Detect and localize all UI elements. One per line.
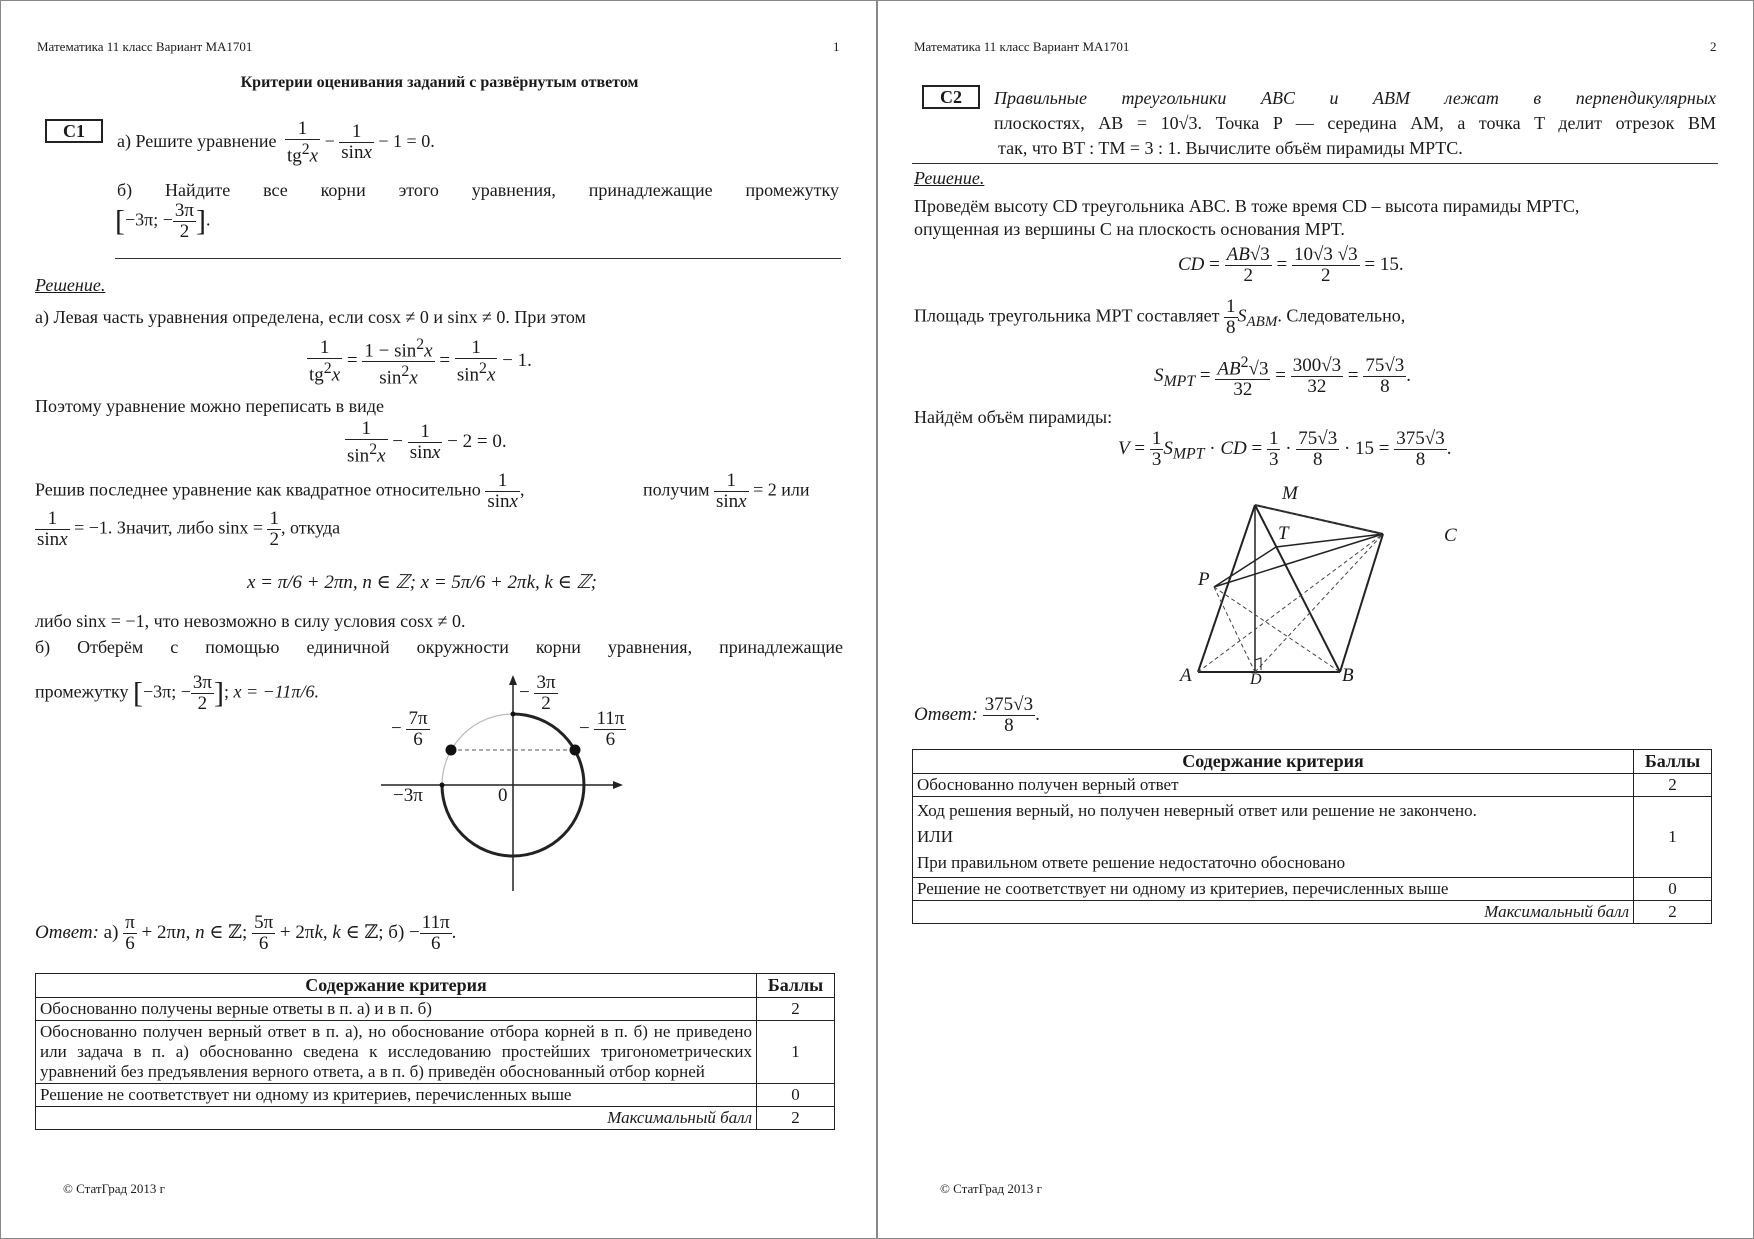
solution-line-3-hence: . Следовательно, (1277, 305, 1406, 326)
point-3pi (440, 783, 445, 788)
task-divider (115, 258, 841, 259)
task-b-interval: [−3π; − $\frac{3\pi}{2}$ ]. (115, 200, 211, 242)
table-cell: Максимальный балл (913, 901, 1634, 924)
task-divider (912, 163, 1718, 164)
table-cell: Обоснованно получен верный ответ в п. а), но обоснование отбора корней в п. б) не приведено или задача в п. а) обоснованно сведена к исследованию простейших тригонометрических уравнений без предъявления верного ответа, а в п. б) приведён обоснованный отбор корней (36, 1021, 757, 1084)
table-cell: 1 (1634, 797, 1712, 878)
table-row (36, 1021, 835, 1084)
page-header: Математика 11 класс Вариант МА1701 (914, 39, 1130, 54)
table-cell: 0 (1634, 878, 1712, 901)
table-cell: 2 (757, 1107, 835, 1130)
solution-line-3: Площадь треугольника MPT составляет $\frac{1}{8}$ $S_{ABM}$. Следовательно, (914, 296, 1406, 338)
solution-title: Решение. (914, 168, 985, 188)
equation-identity: $\frac{1}{tg^2x}$ = $\frac{1 - \sin^2x}{\sin^2x}$ = $\frac{1}{\sin^2x}$ − 1. (309, 336, 532, 389)
pyramid-diagram (1178, 489, 1418, 689)
solution-line-3-text: Решив последнее уравнение как квадратное относительно (35, 479, 481, 500)
label-c: C (1444, 525, 1457, 546)
roots-formula: x = π/6 + 2πn, n ∈ ℤ; x = 5π/6 + 2πk, k ∈ ℤ; (247, 572, 597, 593)
task-c2-line-3: так, что BT : TM = 3 : 1. Вычислите объём пирамиды MPTC. (998, 138, 1463, 158)
page-number: 2 (1710, 39, 1717, 54)
table-cell: Обоснованно получены верные ответы в п. а) и в п. б) (36, 998, 757, 1021)
label-b: B (1342, 665, 1354, 686)
row-text-2: При правильном ответе решение недостаточно обосновано (917, 853, 1346, 872)
fraction-1-sinx: $\frac{1}{\sin x}$ (341, 121, 372, 164)
edge-mb (1255, 505, 1340, 672)
table-cell (913, 797, 1634, 878)
equation-s: $S_{MPT}$ = $\frac{AB^2√3}{32}$ = $\frac{300√3}{32}$ = $\frac{75√3}{8}$ . (1154, 354, 1412, 401)
fraction-3pi-2: $\frac{3\pi}{2}$ (174, 200, 194, 242)
task-a-prefix: а) Решите уравнение (117, 130, 277, 151)
solution-line-2: опущенная из вершины C на плоскость основания MPT. (914, 219, 1345, 239)
page-title: Критерии оценивания заданий с развёрнутым ответом (240, 74, 639, 91)
right-page (877, 0, 1754, 1239)
edge-bc (1340, 534, 1383, 672)
solution-line-4: Найдём объём пирамиды: (914, 407, 1113, 427)
label-a: A (1180, 665, 1192, 686)
row-text-or: ИЛИ (917, 827, 954, 846)
table-row (913, 797, 1712, 878)
task-b: б) Найдите все корни этого уравнения, принадлежащие промежутку (117, 180, 839, 200)
footer: © СтатГрад 2013 г (940, 1181, 1042, 1196)
table-cell: Обоснованно получен верный ответ (913, 774, 1634, 797)
task-label-c2: С2 (922, 85, 980, 109)
table-cell: Максимальный балл (36, 1107, 757, 1130)
solution-line-3-result: получим $\frac{1}{\sin x}$ = 2 или (643, 470, 810, 512)
fraction-1-tg2x: $\frac{1}{tg^2x}$ (286, 118, 319, 167)
label-zero: 0 (498, 785, 508, 806)
task-c2-line-2: плоскостях, AB = 10√3. Точка P — середина AM, а точка T делит отрезок BM (994, 113, 1716, 133)
x-axis-arrow (613, 781, 623, 789)
solution-line-3-text: Площадь треугольника MPT составляет (914, 305, 1220, 326)
equation-v: V = $\frac{1}{3}$ $S_{MPT}$ · CD = $\frac{1}{3}$ · $\frac{75√3}{8}$ · 15 = $\frac{375√3}{8}$ . (1118, 428, 1452, 470)
solution-line-3-get: получим (643, 479, 710, 500)
interval-start: −3π; (125, 209, 159, 230)
table-row (913, 774, 1712, 797)
criteria-table-c1 (35, 973, 835, 1130)
label-minus-11pi-6: − $\frac{11\pi}{6}$ (579, 708, 625, 750)
task-label-c1: С1 (45, 119, 103, 143)
solution-title: Решение. (35, 275, 106, 295)
hidden-pb (1214, 587, 1340, 672)
table-cell: 2 (757, 998, 835, 1021)
table-cell: 2 (1634, 774, 1712, 797)
table-cell: Решение не соответствует ни одному из критериев, перечисленных выше (36, 1084, 757, 1107)
solution-line-4-whence: , откуда (280, 517, 341, 538)
table-row (36, 1084, 835, 1107)
table-cell: 2 (1634, 901, 1712, 924)
task-a: а) Решите уравнение $\frac{1}{tg^2x}$ − $\frac{1}{\sin x}$ − 1 = 0. (117, 118, 435, 167)
edge-pt (1214, 547, 1276, 587)
point-7pi-6 (446, 745, 457, 756)
label-m: M (1282, 483, 1298, 504)
equation-rewritten: $\frac{1}{\sin^2x}$ − $\frac{1}{\sin x}$ − 2 = 0. (347, 418, 507, 467)
hidden-pd (1214, 587, 1255, 672)
right-angle-mark (1255, 658, 1261, 670)
solution-line-7-root: x = −11π/6. (233, 681, 319, 702)
table-head-criteria: Содержание критерия (913, 750, 1634, 774)
solution-line-5: либо sinx = −1, что невозможно в силу условия cosx ≠ 0. (35, 611, 466, 631)
label-minus-3pi: −3π (393, 785, 423, 806)
table-row (913, 901, 1712, 924)
page-number: 1 (833, 39, 840, 54)
solution-line-6: б) Отберём с помощью единичной окружности корни уравнения, принадлежащие (35, 637, 843, 657)
table-cell: 1 (757, 1021, 835, 1084)
hidden-ac (1198, 534, 1383, 672)
solution-line-2: Поэтому уравнение можно переписать в виде (35, 396, 384, 416)
table-cell: Решение не соответствует ни одному из критериев, перечисленных выше (913, 878, 1634, 901)
table-head-points: Баллы (1634, 750, 1712, 774)
table-head-criteria: Содержание критерия (36, 974, 757, 998)
table-cell: 0 (757, 1084, 835, 1107)
label-minus-3pi-2: − $\frac{3\pi}{2}$ (519, 672, 556, 714)
solution-line-4-text: = −1. Значит, либо sinx = (74, 517, 263, 538)
footer: © СтатГрад 2013 г (63, 1181, 165, 1196)
solution-line-7-text: промежутку (35, 681, 129, 702)
solution-line-3-or: = 2 или (753, 479, 810, 500)
row-text-1: Ход решения верный, но получен неверный ответ или решение не закончено. (917, 801, 1477, 820)
table-row (913, 878, 1712, 901)
task-c2-line-1: Правильные треугольники ABC и ABM лежат в перпендикулярных (994, 88, 1716, 108)
table-row (36, 1107, 835, 1130)
page-header: Математика 11 класс Вариант МА1701 (37, 39, 253, 54)
edge-tc (1276, 534, 1383, 547)
equation-cd: CD = $\frac{AB√3}{2}$ = $\frac{10√3 √3}{2}$ = 15. (1178, 244, 1404, 286)
solution-line-4: $\frac{1}{\sin x}$ = −1. Значит, либо sinx = $\frac{1}{2}$ , откуда (37, 508, 341, 550)
label-p: P (1198, 569, 1210, 590)
label-t: T (1278, 523, 1289, 544)
table-head-points: Баллы (757, 974, 835, 998)
edge-pc (1214, 534, 1383, 587)
solution-line-3: Решив последнее уравнение как квадратное относительно $\frac{1}{\sin x}$ , (35, 470, 525, 512)
answer: Ответ: $\frac{375√3}{8}$ . (914, 694, 1040, 736)
label-minus-7pi-6: − $\frac{7\pi}{6}$ (391, 708, 428, 750)
criteria-table-c2 (912, 749, 1712, 924)
solution-line-1: а) Левая часть уравнения определена, если cosx ≠ 0 и sinx ≠ 0. При этом (35, 307, 586, 327)
y-axis-arrow (509, 675, 517, 685)
table-row (36, 998, 835, 1021)
label-d: D (1250, 671, 1262, 688)
answer: Ответ: а) $\frac{\pi}{6}$ + 2πn, n ∈ ℤ; $\frac{5\pi}{6}$ + 2πk, k ∈ ℤ; б) − $\frac{11\pi}{6}$ . (35, 912, 457, 954)
task-a-suffix: − 1 = 0. (378, 130, 435, 151)
solution-line-7: промежутку [−3π; − $\frac{3\pi}{2}$ ]; x = −11π/6. (35, 672, 319, 714)
answer-label: Ответ: (914, 703, 978, 725)
solution-line-1: Проведём высоту CD треугольника ABC. В тоже время CD – высота пирамиды MPTC, (914, 196, 1580, 216)
point-3pi-2 (511, 712, 516, 717)
